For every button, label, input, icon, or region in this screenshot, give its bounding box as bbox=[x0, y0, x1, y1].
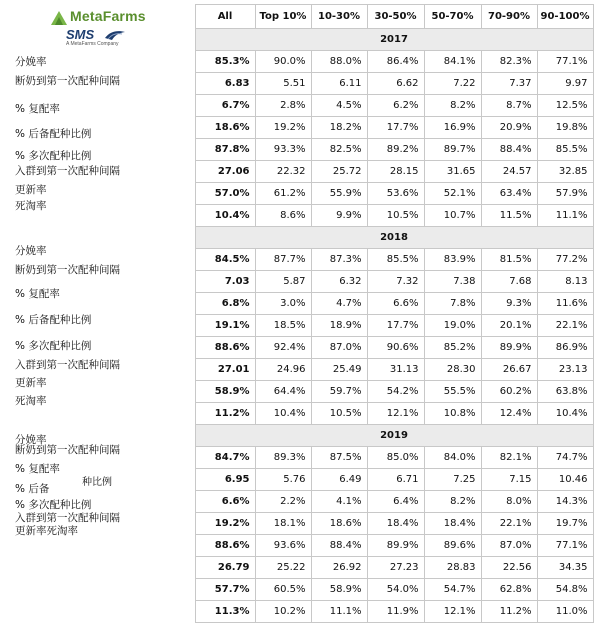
value-cell: 82.5% bbox=[311, 139, 367, 161]
sub-brand-name: SMS bbox=[66, 27, 95, 42]
value-cell: 90.0% bbox=[255, 51, 311, 73]
value-cell: 7.68 bbox=[481, 271, 537, 293]
all-value-cell: 19.1% bbox=[195, 315, 255, 337]
value-cell: 9.3% bbox=[481, 293, 537, 315]
row-label: 入群到第一次配种间隔 bbox=[15, 359, 120, 371]
value-cell: 84.1% bbox=[424, 51, 481, 73]
row-label: 入群到第一次配种间隔 bbox=[15, 512, 120, 524]
value-cell: 11.5% bbox=[481, 205, 537, 227]
row-label: 死淘率 bbox=[15, 200, 47, 212]
value-cell: 89.7% bbox=[424, 139, 481, 161]
value-cell: 60.5% bbox=[255, 579, 311, 601]
value-cell: 10.46 bbox=[537, 469, 593, 491]
value-cell: 14.3% bbox=[537, 491, 593, 513]
table-row bbox=[4, 579, 593, 601]
value-cell: 28.30 bbox=[424, 359, 481, 381]
value-cell: 7.15 bbox=[481, 469, 537, 491]
row-label: 分娩率 bbox=[15, 56, 47, 68]
value-cell: 89.6% bbox=[424, 535, 481, 557]
brand-name: MetaFarms bbox=[70, 8, 146, 24]
value-cell: 10.2% bbox=[255, 601, 311, 623]
value-cell: 85.2% bbox=[424, 337, 481, 359]
value-cell: 9.9% bbox=[311, 205, 367, 227]
value-cell: 86.9% bbox=[537, 337, 593, 359]
value-cell: 55.9% bbox=[311, 183, 367, 205]
value-cell: 12.1% bbox=[424, 601, 481, 623]
value-cell: 17.7% bbox=[367, 117, 424, 139]
value-cell: 25.49 bbox=[311, 359, 367, 381]
all-value-cell: 87.8% bbox=[195, 139, 255, 161]
value-cell: 6.11 bbox=[311, 73, 367, 95]
value-cell: 11.6% bbox=[537, 293, 593, 315]
value-cell: 11.9% bbox=[367, 601, 424, 623]
row-label: % 多次配种比例 bbox=[15, 499, 92, 511]
metafarms-mark-icon bbox=[50, 10, 68, 26]
value-cell: 22.1% bbox=[481, 513, 537, 535]
value-cell: 62.8% bbox=[481, 579, 537, 601]
all-value-cell: 84.5% bbox=[195, 249, 255, 271]
value-cell: 89.9% bbox=[481, 337, 537, 359]
value-cell: 85.5% bbox=[367, 249, 424, 271]
value-cell: 86.4% bbox=[367, 51, 424, 73]
value-cell: 7.25 bbox=[424, 469, 481, 491]
value-cell: 63.4% bbox=[481, 183, 537, 205]
value-cell: 74.7% bbox=[537, 447, 593, 469]
value-cell: 27.23 bbox=[367, 557, 424, 579]
value-cell: 4.7% bbox=[311, 293, 367, 315]
all-value-cell: 88.6% bbox=[195, 535, 255, 557]
value-cell: 5.51 bbox=[255, 73, 311, 95]
table-row bbox=[4, 337, 593, 359]
column-header: Top 10% bbox=[255, 5, 311, 29]
value-cell: 26.92 bbox=[311, 557, 367, 579]
table-row bbox=[4, 381, 593, 403]
all-value-cell: 18.6% bbox=[195, 117, 255, 139]
metafarms-logo bbox=[38, 8, 158, 50]
value-cell: 6.32 bbox=[311, 271, 367, 293]
value-cell: 23.13 bbox=[537, 359, 593, 381]
table-row bbox=[4, 535, 593, 557]
value-cell: 32.85 bbox=[537, 161, 593, 183]
row-label: % 复配率 bbox=[15, 463, 60, 475]
value-cell: 17.7% bbox=[367, 315, 424, 337]
value-cell: 18.6% bbox=[311, 513, 367, 535]
table-row bbox=[4, 205, 593, 227]
value-cell: 10.4% bbox=[255, 403, 311, 425]
all-value-cell: 6.6% bbox=[195, 491, 255, 513]
all-value-cell: 10.4% bbox=[195, 205, 255, 227]
value-cell: 22.32 bbox=[255, 161, 311, 183]
value-cell: 54.0% bbox=[367, 579, 424, 601]
row-label: 更新率 bbox=[15, 184, 47, 196]
value-cell: 28.83 bbox=[424, 557, 481, 579]
table-row bbox=[4, 557, 593, 579]
value-cell: 77.1% bbox=[537, 51, 593, 73]
column-header: 90-100% bbox=[537, 5, 593, 29]
value-cell: 93.3% bbox=[255, 139, 311, 161]
value-cell: 77.2% bbox=[537, 249, 593, 271]
value-cell: 8.13 bbox=[537, 271, 593, 293]
value-cell: 60.2% bbox=[481, 381, 537, 403]
value-cell: 5.76 bbox=[255, 469, 311, 491]
sms-wing-icon bbox=[104, 29, 126, 41]
value-cell: 57.9% bbox=[537, 183, 593, 205]
value-cell: 8.2% bbox=[424, 491, 481, 513]
value-cell: 11.2% bbox=[481, 601, 537, 623]
row-label: 入群到第一次配种间隔 bbox=[15, 165, 120, 177]
value-cell: 81.5% bbox=[481, 249, 537, 271]
value-cell: 87.0% bbox=[311, 337, 367, 359]
row-label: % 复配率 bbox=[15, 288, 60, 300]
row-label: % 多次配种比例 bbox=[15, 150, 92, 162]
row-label-cell bbox=[4, 557, 195, 579]
value-cell: 10.8% bbox=[424, 403, 481, 425]
value-cell: 18.4% bbox=[367, 513, 424, 535]
all-value-cell: 11.2% bbox=[195, 403, 255, 425]
value-cell: 77.1% bbox=[537, 535, 593, 557]
value-cell: 89.9% bbox=[367, 535, 424, 557]
column-header: 30-50% bbox=[367, 5, 424, 29]
value-cell: 11.0% bbox=[537, 601, 593, 623]
value-cell: 52.1% bbox=[424, 183, 481, 205]
table-row bbox=[4, 95, 593, 117]
value-cell: 55.5% bbox=[424, 381, 481, 403]
all-value-cell: 19.2% bbox=[195, 513, 255, 535]
column-header: 70-90% bbox=[481, 5, 537, 29]
all-value-cell: 88.6% bbox=[195, 337, 255, 359]
value-cell: 26.67 bbox=[481, 359, 537, 381]
value-cell: 10.4% bbox=[537, 403, 593, 425]
value-cell: 11.1% bbox=[537, 205, 593, 227]
value-cell: 6.62 bbox=[367, 73, 424, 95]
value-cell: 18.9% bbox=[311, 315, 367, 337]
value-cell: 64.4% bbox=[255, 381, 311, 403]
value-cell: 7.22 bbox=[424, 73, 481, 95]
value-cell: 89.3% bbox=[255, 447, 311, 469]
value-cell: 54.7% bbox=[424, 579, 481, 601]
value-cell: 90.6% bbox=[367, 337, 424, 359]
year-heading: 2018 bbox=[195, 227, 593, 249]
value-cell: 87.5% bbox=[311, 447, 367, 469]
benchmark-table bbox=[4, 4, 594, 623]
table-row bbox=[4, 315, 593, 337]
value-cell: 16.9% bbox=[424, 117, 481, 139]
value-cell: 34.35 bbox=[537, 557, 593, 579]
row-label-cell bbox=[4, 579, 195, 601]
value-cell: 4.5% bbox=[311, 95, 367, 117]
row-label: 更新率死淘率 bbox=[15, 525, 78, 537]
value-cell: 88.4% bbox=[311, 535, 367, 557]
value-cell: 8.6% bbox=[255, 205, 311, 227]
table-row bbox=[4, 51, 593, 73]
value-cell: 11.1% bbox=[311, 601, 367, 623]
value-cell: 6.4% bbox=[367, 491, 424, 513]
value-cell: 10.5% bbox=[367, 205, 424, 227]
value-cell: 10.5% bbox=[311, 403, 367, 425]
all-value-cell: 84.7% bbox=[195, 447, 255, 469]
value-cell: 20.1% bbox=[481, 315, 537, 337]
value-cell: 2.2% bbox=[255, 491, 311, 513]
column-header: 10-30% bbox=[311, 5, 367, 29]
row-label: 断奶到第一次配种间隔 bbox=[15, 75, 120, 87]
table-row bbox=[4, 139, 593, 161]
value-cell: 89.2% bbox=[367, 139, 424, 161]
value-cell: 19.7% bbox=[537, 513, 593, 535]
value-cell: 19.2% bbox=[255, 117, 311, 139]
value-cell: 6.71 bbox=[367, 469, 424, 491]
value-cell: 22.56 bbox=[481, 557, 537, 579]
row-label: % 后备 bbox=[15, 483, 50, 495]
value-cell: 7.37 bbox=[481, 73, 537, 95]
value-cell: 8.2% bbox=[424, 95, 481, 117]
value-cell: 82.3% bbox=[481, 51, 537, 73]
row-label: 种比例 bbox=[82, 477, 112, 488]
sub-brand-tagline: A MetaFarms Company bbox=[66, 41, 119, 47]
row-label: 分娩率 bbox=[15, 434, 47, 446]
value-cell: 83.9% bbox=[424, 249, 481, 271]
row-label: 断奶到第一次配种间隔 bbox=[15, 264, 120, 276]
value-cell: 59.7% bbox=[311, 381, 367, 403]
all-value-cell: 85.3% bbox=[195, 51, 255, 73]
value-cell: 12.5% bbox=[537, 95, 593, 117]
value-cell: 63.8% bbox=[537, 381, 593, 403]
value-cell: 85.5% bbox=[537, 139, 593, 161]
value-cell: 5.87 bbox=[255, 271, 311, 293]
row-label: % 复配率 bbox=[15, 103, 60, 115]
value-cell: 8.0% bbox=[481, 491, 537, 513]
value-cell: 88.0% bbox=[311, 51, 367, 73]
all-value-cell: 11.3% bbox=[195, 601, 255, 623]
all-value-cell: 58.9% bbox=[195, 381, 255, 403]
row-label: 死淘率 bbox=[15, 395, 47, 407]
value-cell: 7.32 bbox=[367, 271, 424, 293]
all-value-cell: 6.83 bbox=[195, 73, 255, 95]
value-cell: 84.0% bbox=[424, 447, 481, 469]
year-row bbox=[4, 227, 593, 249]
value-cell: 19.8% bbox=[537, 117, 593, 139]
column-header: All bbox=[195, 5, 255, 29]
value-cell: 24.57 bbox=[481, 161, 537, 183]
value-cell: 7.8% bbox=[424, 293, 481, 315]
value-cell: 31.65 bbox=[424, 161, 481, 183]
value-cell: 25.72 bbox=[311, 161, 367, 183]
value-cell: 93.6% bbox=[255, 535, 311, 557]
all-value-cell: 7.03 bbox=[195, 271, 255, 293]
value-cell: 18.5% bbox=[255, 315, 311, 337]
value-cell: 85.0% bbox=[367, 447, 424, 469]
value-cell: 24.96 bbox=[255, 359, 311, 381]
table-row bbox=[4, 117, 593, 139]
row-label: % 多次配种比例 bbox=[15, 340, 92, 352]
all-value-cell: 6.8% bbox=[195, 293, 255, 315]
table-row bbox=[4, 293, 593, 315]
table-row bbox=[4, 183, 593, 205]
value-cell: 6.6% bbox=[367, 293, 424, 315]
year-heading: 2019 bbox=[195, 425, 593, 447]
row-label: 更新率 bbox=[15, 377, 47, 389]
row-label: % 后备配种比例 bbox=[15, 314, 92, 326]
row-label: 断奶到第一次配种间隔 bbox=[15, 444, 120, 456]
value-cell: 4.1% bbox=[311, 491, 367, 513]
value-cell: 2.8% bbox=[255, 95, 311, 117]
year-heading: 2017 bbox=[195, 29, 593, 51]
row-label: 分娩率 bbox=[15, 245, 47, 257]
value-cell: 20.9% bbox=[481, 117, 537, 139]
value-cell: 12.4% bbox=[481, 403, 537, 425]
all-value-cell: 57.0% bbox=[195, 183, 255, 205]
value-cell: 7.38 bbox=[424, 271, 481, 293]
value-cell: 87.3% bbox=[311, 249, 367, 271]
all-value-cell: 6.7% bbox=[195, 95, 255, 117]
table-row bbox=[4, 403, 593, 425]
value-cell: 61.2% bbox=[255, 183, 311, 205]
value-cell: 19.0% bbox=[424, 315, 481, 337]
value-cell: 9.97 bbox=[537, 73, 593, 95]
value-cell: 12.1% bbox=[367, 403, 424, 425]
value-cell: 54.2% bbox=[367, 381, 424, 403]
value-cell: 10.7% bbox=[424, 205, 481, 227]
value-cell: 22.1% bbox=[537, 315, 593, 337]
all-value-cell: 26.79 bbox=[195, 557, 255, 579]
value-cell: 3.0% bbox=[255, 293, 311, 315]
column-header: 50-70% bbox=[424, 5, 481, 29]
value-cell: 53.6% bbox=[367, 183, 424, 205]
value-cell: 28.15 bbox=[367, 161, 424, 183]
value-cell: 88.4% bbox=[481, 139, 537, 161]
row-label: % 后备配种比例 bbox=[15, 128, 92, 140]
value-cell: 18.2% bbox=[311, 117, 367, 139]
value-cell: 31.13 bbox=[367, 359, 424, 381]
value-cell: 92.4% bbox=[255, 337, 311, 359]
value-cell: 54.8% bbox=[537, 579, 593, 601]
value-cell: 8.7% bbox=[481, 95, 537, 117]
all-value-cell: 6.95 bbox=[195, 469, 255, 491]
value-cell: 18.1% bbox=[255, 513, 311, 535]
value-cell: 6.2% bbox=[367, 95, 424, 117]
all-value-cell: 27.06 bbox=[195, 161, 255, 183]
value-cell: 87.7% bbox=[255, 249, 311, 271]
all-value-cell: 27.01 bbox=[195, 359, 255, 381]
value-cell: 87.0% bbox=[481, 535, 537, 557]
value-cell: 18.4% bbox=[424, 513, 481, 535]
value-cell: 82.1% bbox=[481, 447, 537, 469]
value-cell: 6.49 bbox=[311, 469, 367, 491]
value-cell: 25.22 bbox=[255, 557, 311, 579]
all-value-cell: 57.7% bbox=[195, 579, 255, 601]
value-cell: 58.9% bbox=[311, 579, 367, 601]
